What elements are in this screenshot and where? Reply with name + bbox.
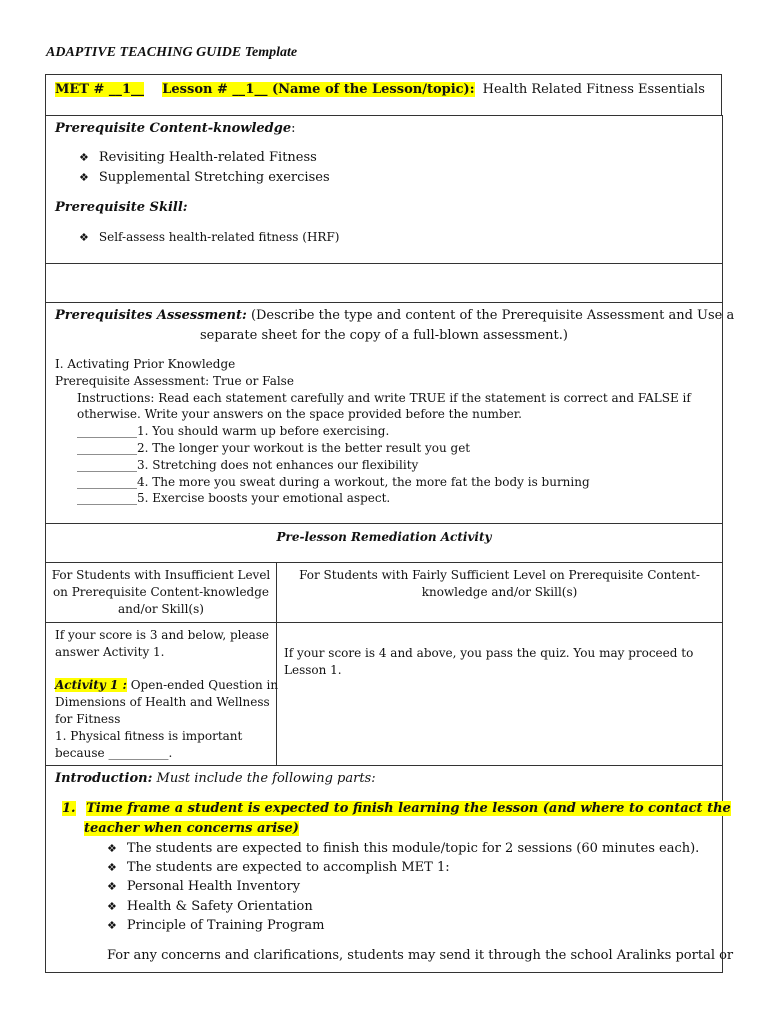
met-label: MET # (55, 82, 105, 97)
prereq-content-item: ❖ Supplemental Stretching exercises (79, 170, 330, 185)
intro-bullet: ❖ Principle of Training Program (107, 918, 324, 933)
insufficient-header: For Students with Insufficient Level (51, 568, 271, 582)
remediation-body-row (45, 622, 723, 766)
insufficient-body: Dimensions of Health and Wellness (55, 695, 270, 710)
sufficient-header: For Students with Fairly Sufficient Level on Prerequisite Content- (299, 568, 700, 582)
remediation-title: Pre-lesson Remediation Activity (276, 530, 492, 544)
insufficient-body: 1. Physical fitness is important (55, 728, 243, 743)
prereq-skill-item: ❖ Self-assess health-related fitness (HRF) (79, 230, 339, 244)
insufficient-header: on Prerequisite Content-knowledge (52, 584, 270, 599)
prereq-content-item: ❖ Revisiting Health-related Fitness (79, 150, 317, 165)
empty-row (45, 263, 723, 303)
assessment-question: __________2. The longer your workout is the better result you get (77, 440, 471, 455)
prereq-skill-heading: Prerequisite Skill: (55, 200, 188, 215)
insufficient-body: answer Activity 1. (55, 644, 165, 659)
intro-closing: For any concerns and clarifications, students may send it through the school Aralinks portal or (107, 948, 734, 963)
prerequisites-section (45, 115, 723, 264)
insufficient-body: because __________. (55, 745, 173, 760)
prereq-content-colon: : (291, 121, 296, 136)
insufficient-body: If your score is 3 and below, please (55, 628, 270, 642)
assessment-instructions: Instructions: Read each statement carefully and write TRUE if the statement is correct and FALSE if (77, 390, 691, 405)
assessment-description-cont: separate sheet for the copy of a full-blown assessment.) (200, 328, 568, 343)
assessment-section-label: I. Activating Prior Knowledge (55, 357, 236, 371)
lesson-name: Health Related Fitness Essentials (482, 82, 705, 97)
introduction-section (45, 765, 734, 973)
sufficient-body: Lesson 1. (284, 662, 342, 677)
assessment-question: __________3. Stretching does not enhances our flexibility (77, 457, 419, 472)
sufficient-header: knowledge and/or Skill(s) (421, 584, 578, 599)
remediation-title-row (45, 523, 723, 563)
intro-bullet: ❖ Personal Health Inventory (107, 879, 300, 894)
intro-bullet: ❖ The students are expected to finish this module/topic for 2 sessions (60 minutes each). (107, 841, 699, 856)
met-value: 1 (121, 82, 131, 97)
activity-text: Open-ended Question in (126, 678, 279, 693)
insufficient-body: for Fitness (55, 711, 121, 726)
prereq-content-heading: Prerequisite Content-knowledge (55, 121, 292, 136)
lesson-name-label: (Name of the Lesson/topic): (271, 82, 475, 97)
assessment-type: Prerequisite Assessment: True or False (55, 373, 294, 388)
insufficient-header: and/or Skill(s) (118, 601, 204, 616)
activity-label: Activity 1 : (55, 678, 127, 693)
assessment-description: (Describe the type and content of the Prerequisite Assessment and Use a (250, 308, 735, 323)
document-title: ADAPTIVE TEACHING GUIDE Template (46, 45, 298, 60)
assessment-question: __________1. You should warm up before exercising. (77, 424, 390, 439)
lesson-header-row: MET # __1__ Lesson # __1__ (Name of the Lesson/topic): Health Related Fitness Essentials (45, 74, 722, 116)
intro-item-number: 1. (62, 801, 76, 816)
assessment-instructions-cont: otherwise. Write your answers on the space provided before the number. (77, 407, 522, 422)
assessment-section (45, 302, 735, 524)
assessment-question: __________4. The more you sweat during a workout, the more fat the body is burning (77, 474, 590, 489)
intro-item-title: Time frame a student is expected to finish learning the lesson (and where to contact the (86, 801, 731, 816)
sufficient-body: If your score is 4 and above, you pass the quiz. You may proceed to (284, 646, 694, 660)
intro-bullet: ❖ The students are expected to accomplish MET 1: (107, 860, 450, 875)
intro-bullet: ❖ Health & Safety Orientation (107, 899, 313, 914)
introduction-subheading: Must include the following parts: (152, 771, 376, 786)
assessment-question: __________5. Exercise boosts your emotional aspect. (77, 491, 391, 506)
lesson-value: 1 (245, 82, 255, 97)
lesson-label: Lesson # (162, 82, 228, 97)
introduction-heading: Introduction: (55, 771, 153, 786)
intro-item-title-cont: teacher when concerns arise) (84, 821, 299, 836)
assessment-heading: Prerequisites Assessment: (55, 308, 247, 323)
remediation-header-row (45, 562, 723, 623)
